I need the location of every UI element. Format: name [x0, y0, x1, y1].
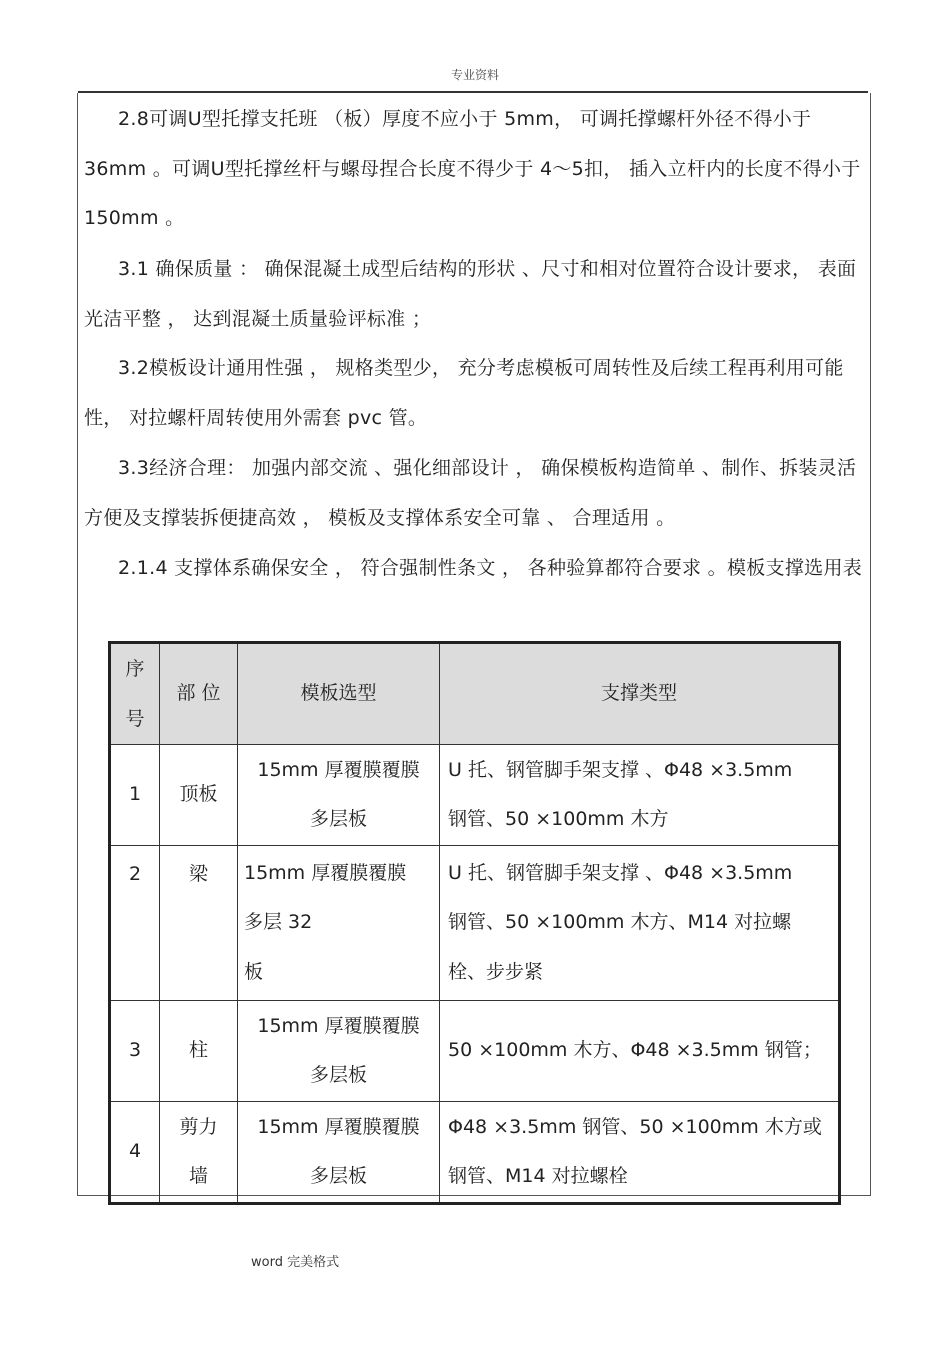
formwork-line: 多层 32: [244, 911, 313, 934]
cell-location: 梁: [160, 846, 238, 1001]
header-serial-line-1: 序: [125, 658, 145, 680]
location-line: 墙: [188, 1165, 208, 1187]
cell-serial: 1: [110, 745, 160, 846]
cell-serial: 3: [110, 1001, 160, 1102]
cell-location: 柱: [160, 1001, 238, 1102]
formwork-support-table: [108, 641, 841, 1205]
cell-formwork: [238, 846, 440, 1001]
formwork-line: 多层板: [309, 1165, 367, 1187]
header-serial-number: [110, 643, 160, 745]
cell-formwork: [238, 745, 440, 846]
table-header-row: [110, 643, 840, 745]
header-support-type: 支撑类型: [440, 643, 840, 745]
cell-serial: 2: [110, 846, 160, 1001]
header-formwork-type: 模板选型: [238, 643, 440, 745]
cell-formwork: [238, 1001, 440, 1102]
cell-support: [440, 745, 840, 846]
header-location: 部 位: [160, 643, 238, 745]
support-line: 钢管、M14 对拉螺栓: [448, 1165, 628, 1187]
formwork-line: 板: [244, 960, 264, 983]
cell-support: [440, 1001, 840, 1102]
support-line: U 托、钢管脚手架支撑 、Φ48 ×3.5mm: [448, 861, 793, 884]
cell-location: 顶板: [160, 745, 238, 846]
cell-support: [440, 846, 840, 1001]
formwork-line: 15mm 厚覆膜覆膜: [244, 861, 407, 884]
header-serial-line-2: 号: [125, 708, 145, 730]
table-row: [110, 846, 840, 1001]
location-line: 剪力: [179, 1115, 218, 1138]
formwork-line: 15mm 厚覆膜覆膜: [257, 1014, 420, 1037]
support-line: 钢管、50 ×100mm 木方、M14 对拉螺: [448, 911, 792, 934]
support-line: 栓、步步紧: [448, 960, 544, 983]
table-row: [110, 1102, 840, 1204]
page-header-label: 专业资料: [450, 68, 499, 82]
paragraph-2-1-4: 2.1.4 支撑体系确保安全 ， 符合强制性条文 ， 各种验算都符合要求 。模板支撑选用表: [118, 557, 863, 579]
paragraph-2-8: 2.8可调U型托撑支托班 （板）厚度不应小于 5mm， 可调托撑螺杆外径不得小于36mm 。可调U型托撑丝杆与螺母捏合长度不得少于 4～5扣， 插入立杆内的长度不得小于 150mm 。: [84, 108, 861, 229]
table-row: [110, 745, 840, 846]
support-line: 50 ×100mm 木方、Φ48 ×3.5mm 钢管；: [448, 1039, 822, 1062]
formwork-line: 多层板: [309, 1064, 367, 1086]
paragraph-3-1: 3.1 确保质量 ： 确保混凝土成型后结构的形状 、尺寸和相对位置符合设计要求， 表面光洁平整 ， 达到混凝土质量验评标准 ；: [84, 258, 857, 330]
cell-serial: 4: [110, 1102, 160, 1204]
formwork-line: 多层板: [309, 808, 367, 830]
support-line: 钢管、50 ×100mm 木方: [448, 808, 669, 830]
formwork-line: 15mm 厚覆膜覆膜: [257, 758, 420, 781]
page-footer-label: word 完美格式: [251, 1255, 340, 1270]
paragraph-3-2: 3.2模板设计通用性强 ， 规格类型少， 充分考虑模板可周转性及后续工程再利用可能性， 对拉螺杆周转使用外需套 pvc 管。: [84, 357, 844, 429]
cell-location: [160, 1102, 238, 1204]
support-line: U 托、钢管脚手架支撑 、Φ48 ×3.5mm: [448, 758, 793, 781]
cell-support: [440, 1102, 840, 1204]
table-row: [110, 1001, 840, 1102]
paragraph-3-3: 3.3经济合理： 加强内部交流 、强化细部设计 ， 确保模板构造简单 、制作、拆装灵活方便及支撑装拆便捷高效 ， 模板及支撑体系安全可靠 、 合理适用 。: [84, 457, 857, 529]
formwork-line: 15mm 厚覆膜覆膜: [257, 1115, 420, 1138]
support-line: Φ48 ×3.5mm 钢管、50 ×100mm 木方或: [448, 1115, 822, 1138]
cell-formwork: [238, 1102, 440, 1204]
